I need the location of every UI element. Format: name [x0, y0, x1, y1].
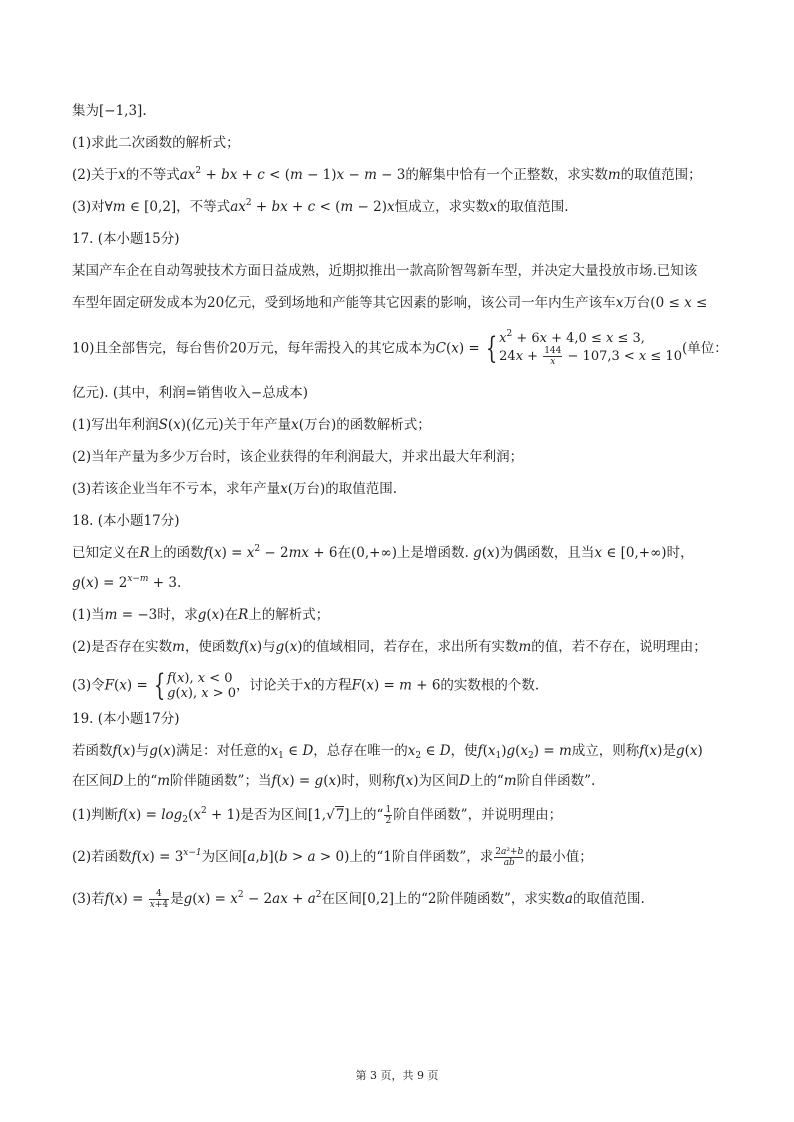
text-line: (1)判断$f(x) = \log_2(x^2 + 1)$是否为区间[1,√7]上的“ $\frac{1}{2}$ 阶自伴函数”，并说明理由； [72, 805, 563, 826]
text-line: 集为[−1,3]. [72, 103, 147, 119]
text-line: 若函数f(x)与g(x)满足：对任意的$x_1$ ∈ D，总存在唯一的$x_2$ ∈ D，使$f(x_1)g(x_2) = m$成立，则称f(x)是g(x) [72, 743, 703, 761]
text-line: (2)关于x的不等式$ax^2$ + bx + c < (m − 1)x − m − 3的解集中恰有一个正整数，求实数m的取值范围； [72, 166, 702, 183]
text-line: 亿元). (其中，利润=销售收入−总成本) [72, 385, 309, 401]
text-line: (2)是否存在实数m，使函数f(x)与g(x)的值域相同，若存在，求出所有实数m的值，若不存在，说明理由； [72, 639, 707, 655]
piecewise-cases: f(x), x < 0 g(x), x > 0 [167, 671, 237, 701]
text-line: (3)若该企业当年不亏本，求年产量x(万台)的取值范围. [72, 481, 398, 497]
question-heading: 17. (本小题15分) [72, 231, 180, 247]
piecewise-cases: $x^2 + 6x + 4,0 \le x \le 3$, 24x + $\frac{144}{x}$ − 107,3 < x ≤ 10 [499, 329, 682, 367]
text-line: 10)且全部售完，每台售价20万元，每年需投入的其它成本为C(x) = { $x^2 + 6x + 4,0 \le x \le 3$, 24x + $\frac{144}{x}$ − 107,3 < x ≤ 10 (单位： [72, 329, 728, 367]
fraction: $\frac{\text{2a²+b}}{ab}$ [495, 847, 524, 868]
text-line: 在区间D上的“m阶伴随函数”；当f(x) = g(x)时，则称f(x)为区间D上的“m阶自伴函数”. [72, 773, 596, 789]
text-line: (2)当年产量为多少万台时，该企业获得的年利润最大，并求出最大年利润； [72, 449, 524, 465]
text-line: (3)对∀m ∈ [0,2]，不等式$ax^2$ + bx + c < (m − 2)x恒成立，求实数x的取值范围. [72, 198, 569, 215]
text-line: (1)写出年利润S(x)(亿元)关于年产量x(万台)的函数解析式； [72, 417, 431, 433]
page-footer: 第 3 页，共 9 页 [355, 1069, 439, 1082]
fraction: $\frac{4}{x+4}$ [149, 889, 169, 910]
question-heading: 19. (本小题17分) [72, 711, 180, 727]
text-line: (1)求此二次函数的解析式； [72, 135, 240, 151]
fraction: $\frac{1}{2}$ [385, 805, 392, 826]
question-heading: 18. (本小题17分) [72, 513, 180, 529]
text-line: (3)若f(x) = $\frac{4}{x+4}$ 是$g(x) = x^2 - 2ax + a^2$在区间[0,2]上的“2阶伴随函数”，求实数a的取值范围. [72, 889, 645, 910]
text-line: 车型年固定研发成本为20亿元，受到场地和产能等其它因素的影响，该公司一年内生产该车x万台(0 ≤ x ≤ [72, 295, 708, 311]
fraction: $\frac{144}{x}$ [544, 346, 562, 367]
text-line: 已知定义在R上的函数$f(x) = x^2 - 2mx + 6$在(0,+∞)上是增函数. g(x)为偶函数，且当x ∈ [0,+∞)时， [72, 544, 694, 561]
text-line: (2)若函数$f(x) = 3^{x-1}$为区间[a,b](b > a > 0)上的“1阶自伴函数”，求 $\frac{\text{2a²+b}}{ab}$ 的最小值； [72, 847, 593, 868]
text-line: (1)当m = −3时，求g(x)在R上的解析式； [72, 607, 330, 623]
text-line: (3)令F(x) = { f(x), x < 0 g(x), x > 0 ，讨论关于x的方程F(x) = m + 6的实数根的个数. [72, 668, 540, 703]
text-line: $g(x) = 2^{x-m} + 3$. [72, 574, 182, 591]
brace-symbol: { [153, 668, 166, 703]
brace-symbol: { [485, 331, 498, 366]
text-line: 某国产车企在自动驾驶技术方面日益成熟，近期拟推出一款高阶智驾新车型，并决定大量投放市场.已知该 [72, 263, 698, 279]
